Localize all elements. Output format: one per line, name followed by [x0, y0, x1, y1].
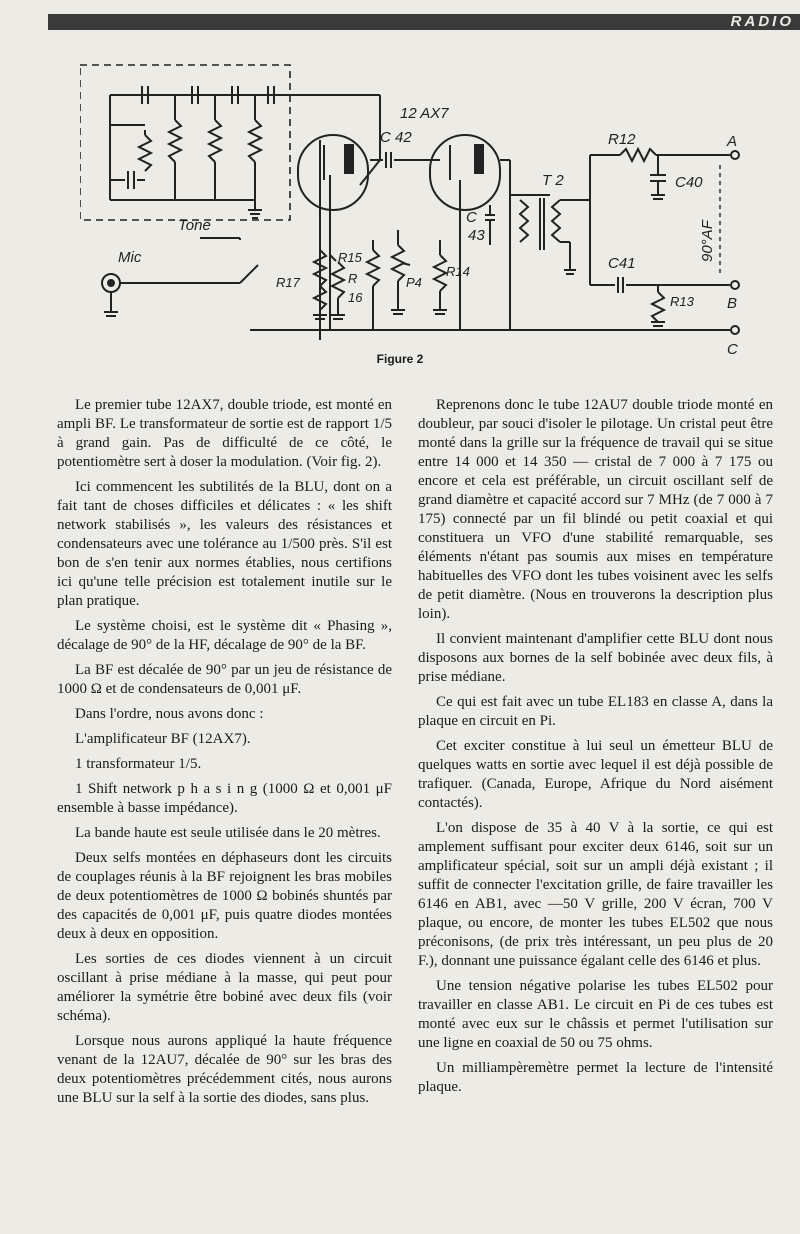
paragraph: Lorsque nous aurons appliqué la haute fréquence venant de la 12AU7, décalée de 90° sur les bras des deux potentiomètres précédemment cités, nous aurons une BLU sur la self à la sortie des diodes, sans plus. [57, 1033, 392, 1106]
r13-label: R13 [670, 294, 694, 309]
paragraph: Le système choisi, est le système dit « Phasing », décalage de 90° de la HF, décalage de 90° de la BF. [57, 618, 392, 653]
paragraph: La bande haute est seule utilisée dans le 20 mètres. [75, 825, 381, 841]
paragraph: La BF est décalée de 90° par un jeu de résistance de 1000 Ω et de condensateurs de 0,001 μF. [57, 662, 392, 697]
paragraph: 1 transformateur 1/5. [75, 756, 202, 772]
c-label: C [466, 209, 477, 226]
right-column [418, 396, 773, 1103]
r12-label: R12 [608, 131, 636, 148]
paragraph: 1 Shift network p h a s i n g (1000 Ω et 0,001 μF ensemble à basse impédance). [57, 781, 392, 816]
r17-label: R17 [276, 275, 300, 290]
r15-label: R15 [338, 250, 362, 265]
paragraph: Cet exciter constitue à lui seul un émetteur BLU de quelques watts en sortie avec lequel il est déjà possible de trafiquer. (Canada, Europe, Afrique du Nord aisément contactés). [418, 738, 773, 811]
c42-label: C 42 [380, 129, 412, 146]
tube-label: 12 AX7 [400, 105, 449, 122]
a-label: A [727, 133, 738, 150]
header-band [48, 14, 800, 30]
paragraph: Les sorties de ces diodes viennent à un circuit oscillant à prise médiane à la masse, qui peut pour améliorer la symétrie être bobiné avec deux fils (voir schéma). [57, 951, 392, 1024]
paragraph: Une tension négative polarise les tubes EL502 pour travailler en classe AB1. Le circuit en Pi de ces tubes est monté avec eux sur le châssis et permet l'utilisation sur une ligne en coaxial de 50 ou 75 ohms. [418, 978, 773, 1051]
paragraph: Un milliampèremètre permet la lecture de l'intensité plaque. [418, 1060, 773, 1095]
left-column [57, 396, 392, 1114]
paragraph: Ce qui est fait avec un tube EL183 en classe A, dans la plaque en circuit en Pi. [418, 694, 773, 729]
paragraph: L'on dispose de 35 à 40 V à la sortie, ce qui est amplement suffisant pour exciter deux 6146, soit sur un amplificateur spécial, soit sur un ampli déjà existant ; il suffit de connecter l'excitation grille, de faire travailler les 6146 en AB1, avec —50 V grille, 200 V écran, 700 V plaque, ou encore, de monter les tubes EL502 que nous préconisons, (de prix très intéressant, un peu plus de 20 F.), donnant une puissance égalant celle des 6146 et plus. [418, 820, 773, 969]
b-label: B [727, 295, 738, 312]
mic-label: Mic [118, 249, 142, 266]
r14-label: R14 [446, 264, 470, 279]
p4-label: P4 [406, 275, 422, 290]
header-title: RADIO [730, 13, 794, 30]
t2-label: T 2 [542, 172, 564, 189]
paragraph: Le premier tube 12AX7, double triode, est monté en ampli BF. Le transformateur de sortie est de rapport 1/5 à grand gain. Pas de difficulté de ce côté, le potentiomètre sert à doser la modulation. (Voir fig. 2). [57, 397, 392, 470]
c43-label: 43 [468, 227, 485, 244]
c-out-label: C [727, 341, 738, 358]
paragraph: Dans l'ordre, nous avons donc : [75, 706, 264, 722]
schematic-figure [80, 40, 800, 370]
paragraph: Reprenons donc le tube 12AU7 double triode monté en doubleur, par souci d'isoler le pilotage. Un cristal peut être monté dans la grille sur la fréquence de travail qui se situe entre 14 000 et 14 350 — cristal de 7 000 à 7 175 ou encore et cela est préférable, un circuit oscillant self de grand diamètre et capacité accord sur 7 MHz (de 7 000 à 7 175) connecté par un fil blindé ou petit coaxial et qui constituera un VFO d'une stabilité remarquable, ses éléments n'étant pas soumis aux mises en température habituelles des VFO dont les tubes voisinent avec les selfs de petit diamètre. (Nous en trouverons la description plus loin). [418, 397, 773, 622]
paragraph: Deux selfs montées en déphaseurs dont les circuits de couplages réunis à la BF rejoignent les bras mobiles de deux potentiomètres de 1000 Ω bobinés shuntés par des capacités de 0,001 μF, puis quatre diodes montées deux à deux en opposition. [57, 850, 392, 942]
paragraph: Il convient maintenant d'amplifier cette BLU dont nous disposons aux bornes de la self bobinée avec deux fils, à prise médiane. [418, 631, 773, 685]
tone-label: Tone [178, 217, 211, 234]
paragraph: Ici commencent les subtilités de la BLU, dont on a fait tant de choses difficiles et délicates : « les shift network stabilisés », les valeurs des résistances et condensateurs avec une tolérance au 1/500 près. S'il est bon de s'en tenir aux normes établies, nous certifions ici qu'une telle précision est totalement inutile sur le plan pratique. [57, 479, 392, 609]
r-label: R [348, 271, 358, 286]
paragraph: L'amplificateur BF (12AX7). [75, 731, 251, 747]
r16-label: 16 [348, 290, 363, 305]
c41-label: C41 [608, 255, 636, 272]
c40-label: C40 [675, 174, 703, 191]
figure-caption: Figure 2 [376, 352, 424, 366]
af-label: 90°AF [699, 220, 716, 262]
